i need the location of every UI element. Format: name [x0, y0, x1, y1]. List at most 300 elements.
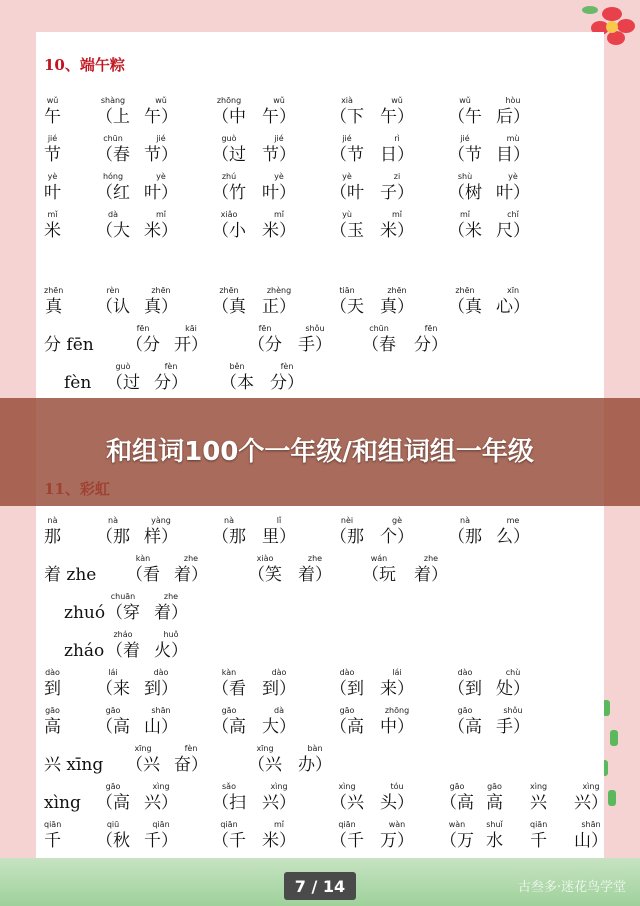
hanzi-label: （高: [330, 717, 364, 737]
hanzi-label: （那: [212, 527, 246, 547]
word-cell: [106, 592, 140, 624]
hanzi-label: 目）: [496, 145, 530, 165]
pinyin-label: gāo: [339, 706, 355, 715]
word-cell: [380, 172, 414, 204]
pinyin-label: shàng: [100, 96, 126, 105]
word-cell: [496, 172, 530, 204]
hanzi-label: （兴: [126, 755, 160, 775]
hanzi-label: 米）: [262, 221, 296, 241]
pinyin-label: zháo: [113, 630, 133, 639]
word-cell: [174, 324, 208, 356]
word-cell: [64, 592, 105, 624]
pinyin-label: xìng: [582, 782, 600, 791]
hanzi-label: （千: [212, 831, 246, 851]
pinyin-label: qiān: [220, 820, 238, 829]
word-cell: [174, 554, 208, 586]
word-cell: [330, 96, 364, 128]
hanzi-label: （到: [330, 679, 364, 699]
word-cell: [330, 516, 364, 548]
pinyin-label: fēn: [258, 324, 272, 333]
pinyin-label: dào: [153, 668, 169, 677]
hanzi-label: （扫: [212, 793, 246, 813]
pinyin-label: gāo: [487, 782, 502, 791]
hanzi-label: 头）: [380, 793, 414, 813]
word-cell: [440, 820, 474, 852]
hanzi-label: 开）: [174, 335, 208, 355]
hanzi-label: （节: [448, 145, 482, 165]
word-cell: [448, 96, 482, 128]
hanzi-label: xìng: [44, 793, 81, 813]
pinyin-label: lái: [108, 668, 118, 677]
word-cell: [380, 96, 414, 128]
hanzi-label: （大: [96, 221, 130, 241]
hanzi-label: （分: [126, 335, 160, 355]
hanzi-label: 大）: [262, 717, 296, 737]
pinyin-label: zhēn: [219, 286, 239, 295]
word-cell: [496, 668, 530, 700]
hanzi-label: 样）: [144, 527, 178, 547]
hanzi-label: 米）: [144, 221, 178, 241]
pinyin-label: bàn: [307, 744, 323, 753]
pinyin-label: sǎo: [222, 782, 236, 791]
word-cell: [262, 516, 296, 548]
word-cell: [262, 96, 296, 128]
hanzi-label: 后）: [496, 107, 530, 127]
hanzi-label: （天: [330, 297, 364, 317]
hanzi-label: （高: [440, 793, 474, 813]
hanzi-label: 分）: [270, 373, 304, 393]
hanzi-label: 米: [44, 221, 61, 241]
word-cell: [96, 134, 130, 166]
hanzi-label: （笑: [248, 565, 282, 585]
pinyin-label: jié: [274, 134, 284, 143]
pinyin-label: wǔ: [46, 96, 59, 105]
vocab-row: [44, 210, 610, 248]
word-cell: [126, 554, 160, 586]
vocab-row: [44, 172, 610, 210]
word-cell: [212, 516, 246, 548]
pinyin-label: jié: [47, 134, 58, 143]
pinyin-label: nà: [47, 516, 58, 525]
hanzi-label: 子）: [380, 183, 414, 203]
hanzi-label: （过: [212, 145, 246, 165]
word-cell: [44, 286, 63, 318]
pinyin-label: xìng: [152, 782, 170, 791]
word-cell: [44, 96, 61, 128]
word-cell: [380, 668, 414, 700]
hanzi-label: 真）: [144, 297, 178, 317]
hanzi-label: （秋: [96, 831, 130, 851]
pinyin-label: yè: [47, 172, 58, 181]
pinyin-label: wàn: [388, 820, 406, 829]
word-cell: [154, 362, 188, 394]
word-cell: [380, 820, 414, 852]
pinyin-label: běn: [229, 362, 245, 371]
vocab-row: [44, 592, 610, 630]
word-cell: [262, 782, 296, 814]
pinyin-label: shǒu: [503, 706, 523, 715]
hanzi-label: （到: [448, 679, 482, 699]
hanzi-label: 万）: [380, 831, 414, 851]
word-cell: [44, 210, 61, 242]
hanzi-label: 着）: [174, 565, 208, 585]
pinyin-label: dào: [45, 668, 60, 677]
hanzi-label: （高: [96, 793, 130, 813]
pinyin-label: kàn: [221, 668, 237, 677]
pinyin-label: hóng: [102, 172, 124, 181]
hanzi-label: （那: [96, 527, 130, 547]
pinyin-label: kàn: [135, 554, 151, 563]
word-cell: [262, 134, 296, 166]
vocab-row: [44, 516, 610, 554]
hanzi-label: 心）: [496, 297, 530, 317]
pinyin-label: hòu: [505, 96, 521, 105]
section-title-10: 10、端午粽: [44, 56, 125, 74]
pinyin-label: fēn: [424, 324, 438, 333]
hanzi-label: 午）: [144, 107, 178, 127]
pinyin-label: wán: [370, 554, 388, 563]
pinyin-label: qiān: [152, 820, 170, 829]
hanzi-label: 着）: [414, 565, 448, 585]
pinyin-label: xīng: [134, 744, 152, 753]
hanzi-label: 节）: [262, 145, 296, 165]
word-cell: [212, 172, 246, 204]
word-cell: [440, 782, 474, 814]
hanzi-label: （真: [212, 297, 246, 317]
hanzi-label: 分 fēn: [44, 335, 94, 355]
pinyin-label: jié: [342, 134, 352, 143]
hanzi-label: 节）: [144, 145, 178, 165]
hanzi-label: 么）: [496, 527, 530, 547]
pinyin-label: gāo: [105, 706, 121, 715]
word-cell: [212, 96, 246, 128]
word-cell: [106, 630, 140, 662]
hanzi-label: （树: [448, 183, 482, 203]
pinyin-label: gāo: [105, 782, 121, 791]
hanzi-label: （高: [212, 717, 246, 737]
pinyin-label: jié: [460, 134, 470, 143]
hanzi-label: 叶）: [144, 183, 178, 203]
word-cell: [574, 820, 608, 852]
pinyin-label: chù: [505, 668, 521, 677]
pinyin-label: mǐ: [273, 820, 284, 829]
hanzi-label: 个）: [380, 527, 414, 547]
hanzi-label: （来: [96, 679, 130, 699]
hanzi-label: （万: [440, 831, 474, 851]
word-cell: [380, 134, 414, 166]
word-cell: [270, 362, 304, 394]
pinyin-label: zhe: [163, 592, 179, 601]
pinyin-label: xīn: [506, 286, 520, 295]
pinyin-label: gāo: [45, 706, 60, 715]
word-cell: [44, 782, 81, 814]
pinyin-label: zhōng: [384, 706, 410, 715]
hanzi-label: 米）: [262, 831, 296, 851]
word-cell: [144, 96, 178, 128]
hanzi-label: 千: [44, 831, 62, 851]
pinyin-label: mǐ: [273, 210, 284, 219]
word-cell: [144, 668, 178, 700]
hanzi-label: 日）: [380, 145, 414, 165]
word-cell: [496, 134, 530, 166]
word-cell: [126, 324, 160, 356]
hanzi-label: 山）: [144, 717, 178, 737]
pinyin-label: gāo: [221, 706, 237, 715]
hanzi-label: 尺）: [496, 221, 530, 241]
page-indicator[interactable]: 7 / 14: [284, 872, 356, 900]
word-cell: [448, 706, 482, 738]
word-cell: [330, 668, 364, 700]
word-cell: [96, 782, 130, 814]
word-cell: [96, 172, 130, 204]
word-cell: [44, 554, 96, 586]
hanzi-label: 里）: [262, 527, 296, 547]
word-cell: [154, 630, 188, 662]
vocab-row: [44, 744, 610, 782]
hanzi-label: 正）: [262, 297, 296, 317]
word-cell: [144, 134, 178, 166]
hanzi-label: 午）: [380, 107, 414, 127]
word-cell: [362, 554, 396, 586]
word-cell: [144, 516, 178, 548]
hanzi-label: 火）: [154, 641, 188, 661]
word-cell: [330, 820, 364, 852]
watermark: 古叁多·迷花鸟学堂: [517, 880, 626, 895]
pinyin-label: jié: [156, 134, 166, 143]
word-cell: [96, 706, 130, 738]
pinyin-label: lǐ: [276, 516, 282, 525]
hanzi-label: 午）: [262, 107, 296, 127]
word-cell: [212, 134, 246, 166]
hanzi-label: （玉: [330, 221, 364, 241]
pinyin-label: fēn: [136, 324, 150, 333]
hanzi-label: 兴）: [574, 793, 608, 813]
word-cell: [486, 820, 503, 852]
pinyin-label: dào: [457, 668, 473, 677]
hanzi-label: （千: [330, 831, 364, 851]
pinyin-label: me: [506, 516, 520, 525]
word-cell: [106, 362, 140, 394]
hanzi-label: （中: [212, 107, 246, 127]
pinyin-label: xìng: [338, 782, 356, 791]
word-cell: [380, 516, 414, 548]
word-cell: [496, 210, 530, 242]
word-cell: [220, 362, 254, 394]
word-cell: [262, 172, 296, 204]
pinyin-label: gè: [392, 516, 402, 525]
pinyin-label: mǐ: [391, 210, 402, 219]
hanzi-label: zhuó: [64, 603, 106, 623]
hanzi-label: 节: [44, 145, 61, 165]
vocab-row: [44, 324, 610, 362]
pinyin-label: dào: [271, 668, 287, 677]
hanzi-label: 办）: [298, 755, 332, 775]
pinyin-label: zhú: [221, 172, 237, 181]
hanzi-label: 奋）: [174, 755, 208, 775]
hanzi-label: （小: [212, 221, 246, 241]
word-cell: [496, 706, 530, 738]
hanzi-label: 分）: [414, 335, 448, 355]
hanzi-label: （米: [448, 221, 482, 241]
pinyin-label: zhe: [423, 554, 439, 563]
vocab-row: [44, 286, 610, 324]
word-cell: [44, 706, 61, 738]
hanzi-label: 兴）: [262, 793, 296, 813]
pinyin-label: zhe: [307, 554, 323, 563]
word-cell: [448, 210, 482, 242]
hanzi-label: 那: [44, 527, 61, 547]
vocab-row: [44, 782, 610, 820]
hanzi-label: 米）: [380, 221, 414, 241]
hanzi-label: （穿: [106, 603, 140, 623]
pinyin-label: fèn: [164, 362, 178, 371]
hanzi-label: 叶）: [496, 183, 530, 203]
word-cell: [44, 324, 94, 356]
pinyin-label: zhēn: [151, 286, 171, 295]
word-cell: [448, 172, 482, 204]
pinyin-label: nà: [460, 516, 470, 525]
hanzi-label: （高: [96, 717, 130, 737]
word-cell: [96, 668, 130, 700]
hanzi-label: （看: [212, 679, 246, 699]
hanzi-label: 处）: [496, 679, 530, 699]
title-banner: [0, 398, 640, 506]
pinyin-label: yù: [342, 210, 352, 219]
word-cell: [486, 782, 503, 814]
hanzi-label: 真）: [380, 297, 414, 317]
word-cell: [248, 744, 282, 776]
hanzi-label: （认: [96, 297, 130, 317]
hanzi-label: 到）: [144, 679, 178, 699]
pinyin-label: rì: [394, 134, 400, 143]
word-cell: [330, 210, 364, 242]
pinyin-label: xìng: [530, 782, 548, 791]
word-cell: [530, 820, 547, 852]
hanzi-label: 兴: [530, 793, 548, 813]
word-cell: [448, 286, 482, 318]
pinyin-label: mù: [506, 134, 520, 143]
hanzi-label: 到: [44, 679, 61, 699]
pinyin-label: yè: [156, 172, 166, 181]
word-cell: [380, 706, 414, 738]
pinyin-label: yè: [274, 172, 284, 181]
pinyin-label: wǔ: [155, 96, 167, 105]
hanzi-label: （节: [330, 145, 364, 165]
pinyin-label: wǔ: [273, 96, 285, 105]
word-cell: [44, 668, 61, 700]
word-cell: [448, 668, 482, 700]
word-cell: [330, 706, 364, 738]
vocab-row: [44, 820, 610, 858]
word-cell: [144, 172, 178, 204]
hanzi-label: （过: [106, 373, 140, 393]
hanzi-label: 中）: [380, 717, 414, 737]
hanzi-label: （真: [448, 297, 482, 317]
word-cell: [496, 286, 530, 318]
hanzi-label: 着 zhe: [44, 565, 97, 585]
pinyin-label: shān: [151, 706, 171, 715]
hanzi-label: （竹: [212, 183, 246, 203]
word-cell: [144, 820, 178, 852]
hanzi-label: （春: [362, 335, 396, 355]
pinyin-label: chuān: [110, 592, 136, 601]
pinyin-label: lái: [392, 668, 402, 677]
hanzi-label: （玩: [362, 565, 396, 585]
hanzi-label: 叶: [44, 183, 61, 203]
pinyin-label: shān: [581, 820, 601, 829]
pinyin-label: zhōng: [216, 96, 242, 105]
word-cell: [330, 286, 364, 318]
word-cell: [414, 324, 448, 356]
pinyin-label: qiū: [106, 820, 120, 829]
hanzi-label: （红: [96, 183, 130, 203]
hanzi-label: zháo: [64, 641, 105, 661]
vocab-row: [44, 554, 610, 592]
pinyin-label: wǔ: [391, 96, 403, 105]
pinyin-label: zi: [393, 172, 401, 181]
pinyin-label: tiān: [339, 286, 355, 295]
hanzi-label: （分: [248, 335, 282, 355]
hanzi-label: 兴）: [144, 793, 178, 813]
hanzi-label: （着: [106, 641, 140, 661]
word-cell: [96, 210, 130, 242]
word-cell: [44, 516, 61, 548]
word-cell: [380, 210, 414, 242]
word-cell: [448, 516, 482, 548]
pinyin-label: mǐ: [47, 210, 58, 219]
pinyin-label: shù: [457, 172, 473, 181]
hanzi-label: （兴: [330, 793, 364, 813]
vocab-row: [44, 630, 610, 668]
word-cell: [414, 554, 448, 586]
word-cell: [44, 744, 103, 776]
hanzi-label: （本: [220, 373, 254, 393]
word-cell: [262, 210, 296, 242]
pinyin-label: xīng: [256, 744, 274, 753]
pinyin-label: xiào: [256, 554, 274, 563]
word-cell: [144, 286, 178, 318]
hanzi-label: 水: [486, 831, 503, 851]
hanzi-label: 真: [45, 297, 63, 317]
word-cell: [96, 820, 130, 852]
pinyin-label: xià: [341, 96, 353, 105]
word-cell: [44, 134, 61, 166]
word-cell: [262, 820, 296, 852]
word-cell: [64, 630, 104, 662]
pinyin-label: guò: [221, 134, 237, 143]
word-cell: [44, 172, 61, 204]
word-cell: [330, 134, 364, 166]
hanzi-label: （那: [330, 527, 364, 547]
word-cell: [144, 782, 178, 814]
word-cell: [212, 210, 246, 242]
word-cell: [154, 592, 188, 624]
hanzi-label: 山）: [574, 831, 608, 851]
word-cell: [330, 782, 364, 814]
vocab-row: [44, 96, 610, 134]
pinyin-label: chūn: [103, 134, 123, 143]
word-cell: [96, 516, 130, 548]
pinyin-label: mǐ: [459, 210, 470, 219]
hanzi-label: 来）: [380, 679, 414, 699]
pinyin-label: rèn: [106, 286, 120, 295]
word-cell: [248, 324, 282, 356]
hanzi-label: 千: [530, 831, 548, 851]
hanzi-label: 到）: [262, 679, 296, 699]
word-cell: [574, 782, 608, 814]
vocab-row: [44, 706, 610, 744]
pinyin-label: qiān: [530, 820, 548, 829]
